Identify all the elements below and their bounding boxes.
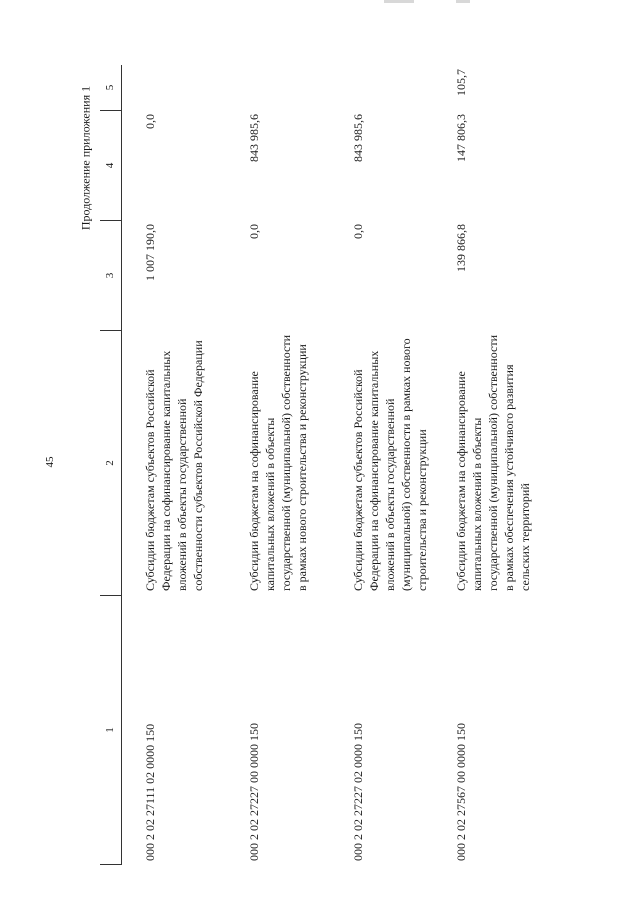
- column-4: [100, 110, 535, 220]
- row-value-col3: 1 007 190,0: [143, 224, 157, 281]
- row-value-col4: 843 985,6: [351, 114, 365, 162]
- row-description: Субсидии бюджетам на софинансирование капитальных вложений в объекты государственной (муниципальной) собственности в рамках нового строительства и реконструкции: [247, 334, 309, 591]
- scan-artifact: [456, 0, 470, 3]
- column-header: 2: [100, 330, 122, 595]
- row-value-col5: 105,7: [454, 69, 468, 96]
- column-header: 1: [100, 595, 122, 865]
- row-value-col4: 843 985,6: [247, 114, 261, 162]
- row-code: 000 2 02 27227 02 0000 150: [351, 723, 365, 861]
- row-code: 000 2 02 27567 00 0000 150: [454, 723, 468, 861]
- page-number: 45: [44, 456, 56, 468]
- row-value-col4: 0,0: [143, 114, 157, 129]
- column-3: [100, 220, 535, 330]
- column-5: [100, 65, 535, 110]
- row-code: 000 2 02 27111 02 0000 150: [143, 723, 157, 861]
- row-value-col4: 147 806,3: [454, 114, 468, 162]
- column-code: [100, 595, 535, 865]
- column-header: 4: [100, 110, 122, 220]
- row-description: Субсидии бюджетам субъектов Российской Федерации на софинансирование капитальных вложений в объекты государственной (муниципальной) собственности в рамках нового строительства и реконструкции: [351, 338, 429, 591]
- column-header: 3: [100, 220, 122, 330]
- scan-artifact: [384, 0, 414, 3]
- column-header: 5: [100, 65, 122, 110]
- appendix-continuation-heading: Продолжение приложения 1: [78, 85, 93, 231]
- row-description: Субсидии бюджетам на софинансирование капитальных вложений в объекты государственной (муниципальной) собственности в рамках обеспечения устойчивого развития сельских территорий: [454, 334, 532, 591]
- row-code: 000 2 02 27227 00 0000 150: [247, 723, 261, 861]
- row-value-col3: 139 866,8: [454, 224, 468, 272]
- column-description: [100, 330, 535, 595]
- row-description: Субсидии бюджетам субъектов Российской Федерации на софинансирование капитальных вложений в объекты государственной собственности субъектов Российской Федерации: [143, 340, 205, 591]
- row-value-col3: 0,0: [351, 224, 365, 239]
- budget-table: [100, 65, 535, 865]
- row-value-col3: 0,0: [247, 224, 261, 239]
